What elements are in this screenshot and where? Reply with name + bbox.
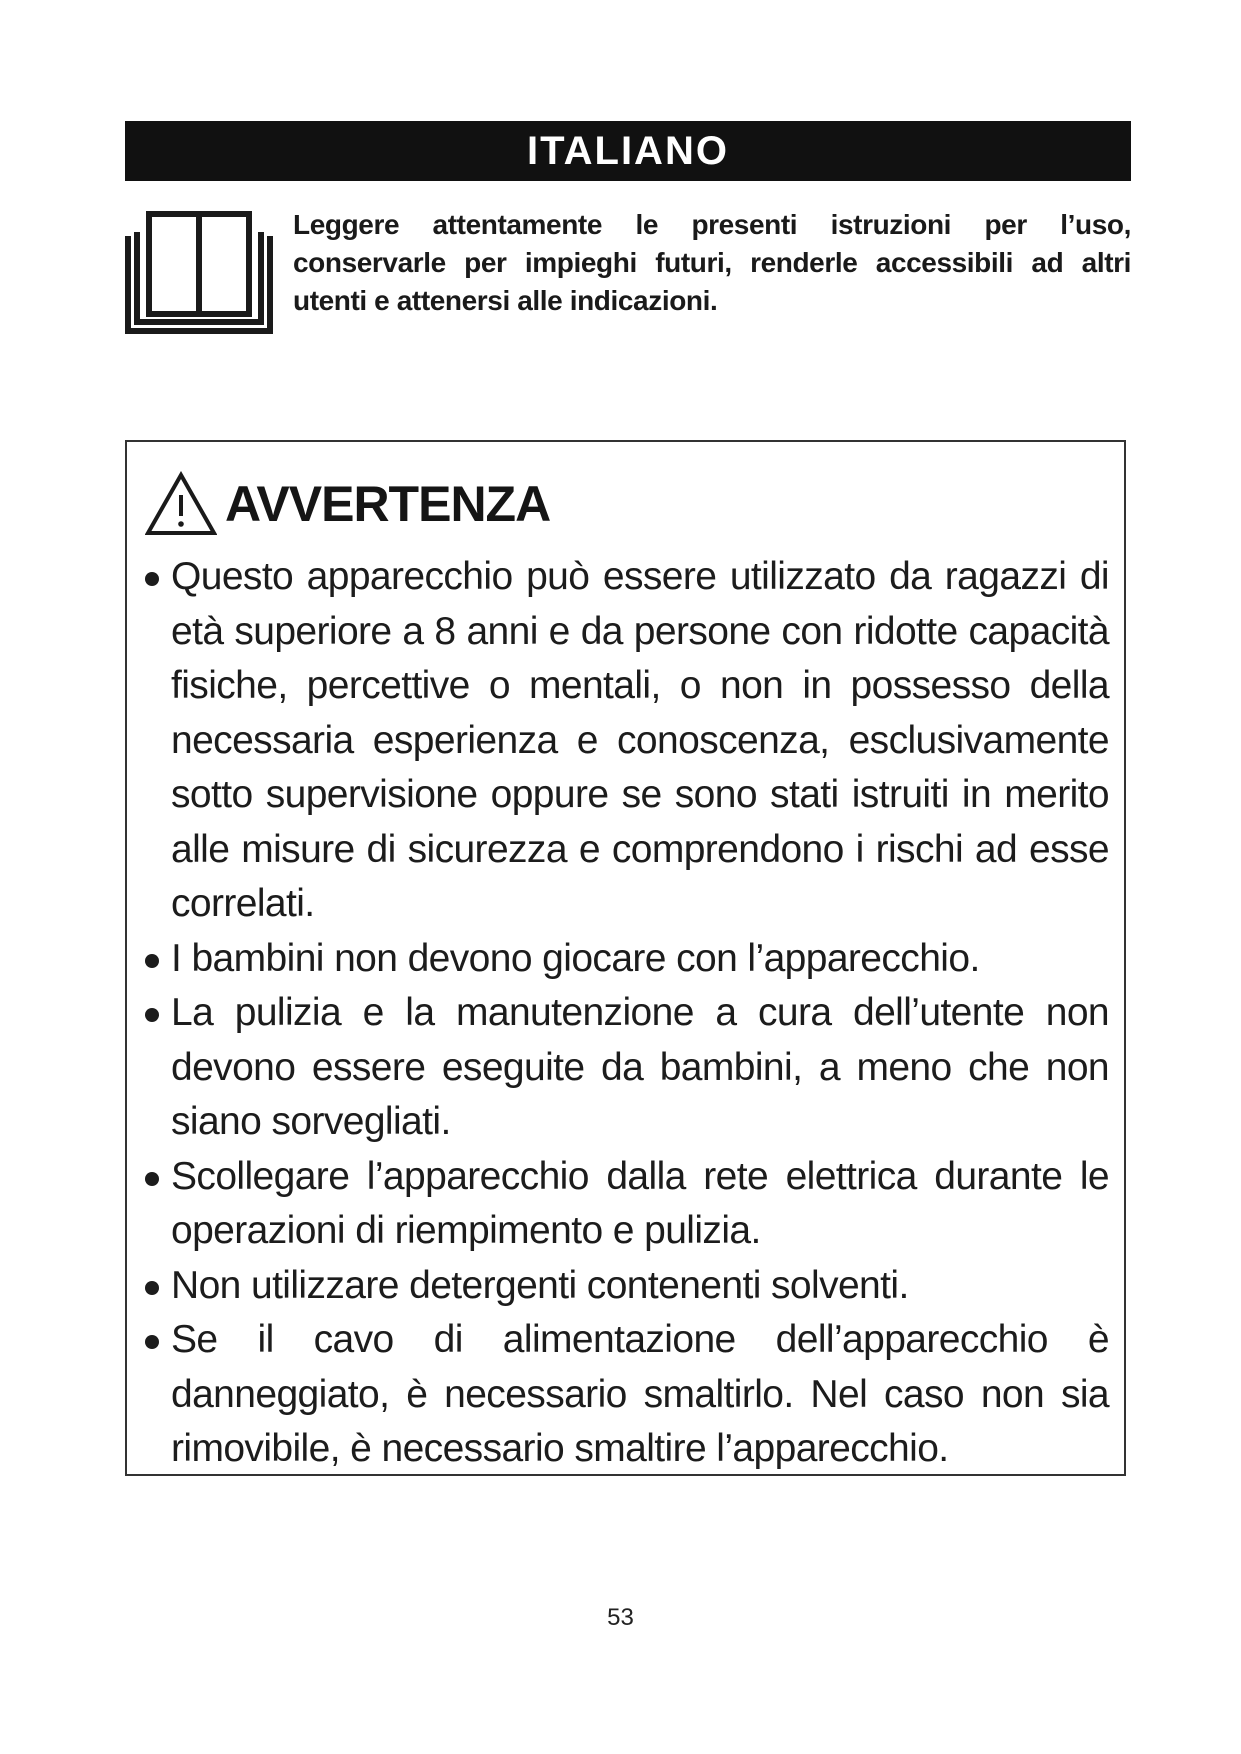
list-item xyxy=(145,1259,1109,1314)
list-item-text: Scollegare l’apparecchio dalla rete elettrica durante le operazioni di riempimento e pulizia. xyxy=(171,1154,1109,1252)
warning-title: AVVERTENZA xyxy=(225,476,551,532)
bullet-icon xyxy=(145,1281,159,1295)
list-item xyxy=(145,1313,1109,1477)
page-number: 53 xyxy=(607,1604,634,1631)
language-title: ITALIANO xyxy=(527,128,729,173)
bullet-icon xyxy=(145,1172,159,1186)
warning-triangle-icon xyxy=(145,471,217,537)
language-header xyxy=(125,121,1131,181)
list-item-text: Se il cavo di alimentazione dell’apparecchio è danneggiato, è necessario smaltirlo. Nel caso non sia rimovibile, è necessario smaltire l’apparecchio. xyxy=(171,1318,1109,1470)
book-icon xyxy=(125,208,273,336)
read-instructions-notice xyxy=(125,206,1131,336)
warning-list xyxy=(145,550,1109,1477)
bullet-icon xyxy=(145,954,159,968)
warning-box xyxy=(125,440,1126,1476)
list-item xyxy=(145,932,1109,987)
bullet-icon xyxy=(145,572,159,586)
list-item xyxy=(145,986,1109,1150)
list-item-text: La pulizia e la manutenzione a cura dell’utente non devono essere eseguite da bambini, a meno che non siano sorvegliati. xyxy=(171,991,1109,1143)
list-item-text: Questo apparecchio può essere utilizzato da ragazzi di età superiore a 8 anni e da persone con ridotte capacità fisiche, percettive o mentali, o non in possesso della necessaria esperienza e conoscenza, esclusivamente sotto supervisione oppure se sono stati istruiti in merito alle misure di sicurezza e comprendono i rischi ad esse correlati. xyxy=(171,555,1109,925)
warning-header xyxy=(145,468,550,540)
list-item xyxy=(145,550,1109,932)
bullet-icon xyxy=(145,1008,159,1022)
list-item xyxy=(145,1150,1109,1259)
intro-text: Leggere attentamente le presenti istruzioni per l’uso, conservarle per impieghi futuri, renderle accessibili ad altri utenti e attenersi alle indicazioni. xyxy=(293,209,1131,316)
list-item-text: Non utilizzare detergenti contenenti solventi. xyxy=(171,1263,909,1307)
list-item-text: I bambini non devono giocare con l’apparecchio. xyxy=(171,936,980,980)
bullet-icon xyxy=(145,1335,159,1349)
